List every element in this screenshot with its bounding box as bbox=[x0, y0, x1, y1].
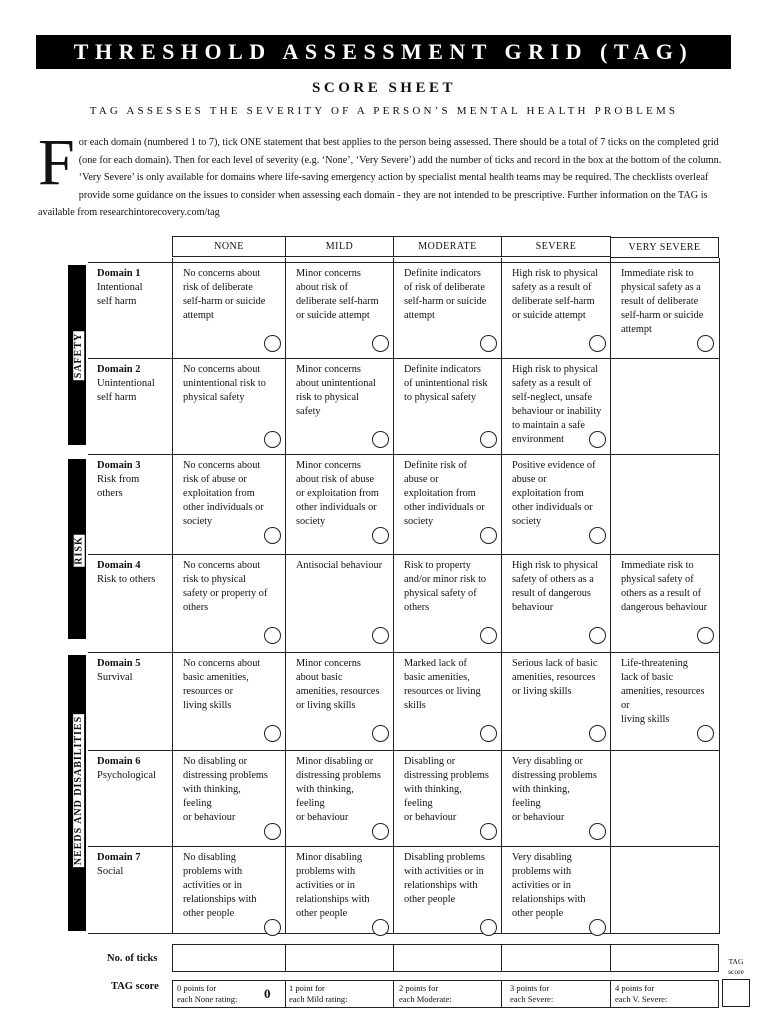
statement-very-severe: Immediate risk to physical safety of others as a result of dangerous behaviour bbox=[621, 560, 708, 613]
domain-name: Intentional self harm bbox=[97, 282, 143, 307]
column-header-moderate: MODERATE bbox=[393, 236, 502, 257]
tick-circle-very-severe[interactable] bbox=[697, 335, 714, 352]
statement-moderate: Risk to property and/or minor risk to physical safety of others bbox=[404, 560, 487, 613]
tick-circle-none[interactable] bbox=[264, 823, 281, 840]
statement-mild: Minor concerns about risk of deliberate self-harm or suicide attempt bbox=[296, 268, 379, 321]
statement-severe: High risk to physical safety of others as a result of dangerous behaviour bbox=[512, 560, 599, 613]
domain-name: Social bbox=[97, 866, 124, 877]
statement-moderate: Disabling or distressing problems with thinking, feeling or behaviour bbox=[404, 756, 489, 823]
domain-name: Survival bbox=[97, 672, 133, 683]
tick-circle-none[interactable] bbox=[264, 725, 281, 742]
tick-circle-severe[interactable] bbox=[589, 431, 606, 448]
domain-label bbox=[97, 459, 140, 501]
ticks-box-very-severe[interactable] bbox=[610, 944, 719, 972]
statement-none: No concerns about risk to physical safety or property of others bbox=[183, 560, 268, 613]
tick-circle-none[interactable] bbox=[264, 627, 281, 644]
score-box-none[interactable] bbox=[172, 980, 286, 1008]
instructions-text: or each domain (numbered 1 to 7), tick ONE statement that best applies to the person being assessed. There should be a total of 7 ticks on the completed grid (one for each domain). Then for each level of severity (e.g. ‘None’, ‘Very Severe’) add the number of ticks and record in the box at the bottom of the column. ‘Very Severe’ is only available for domains where life-saving emergency action by specialist mental health teams may be required. The checklists overleaf provide some guidance on the issues to consider when assessing each domain - they are not intended to be prescriptive. Further information on the TAG is available from researchintorecovery.com/tag bbox=[38, 137, 722, 219]
instructions-paragraph bbox=[38, 126, 730, 222]
score-box-moderate[interactable] bbox=[393, 980, 502, 1008]
statement-mild: Minor disabling or distressing problems with thinking, feeling or behaviour bbox=[296, 756, 381, 823]
tick-circle-mild[interactable] bbox=[372, 431, 389, 448]
tick-circle-very-severe[interactable] bbox=[697, 627, 714, 644]
ticks-box-moderate[interactable] bbox=[393, 944, 502, 972]
score-box-mild[interactable] bbox=[285, 980, 394, 1008]
tick-circle-moderate[interactable] bbox=[480, 823, 497, 840]
statement-mild: Antisocial behaviour bbox=[296, 560, 383, 571]
page-tagline: TAG ASSESSES THE SEVERITY OF A PERSON’S MENTAL HEALTH PROBLEMS bbox=[89, 105, 679, 117]
tick-circle-none[interactable] bbox=[264, 335, 281, 352]
domain-number: Domain 6 bbox=[97, 756, 141, 767]
statement-none: No concerns about unintentional risk to physical safety bbox=[183, 364, 266, 403]
tag-score-label: TAG score bbox=[728, 957, 744, 976]
domain-number: Domain 1 bbox=[97, 268, 141, 279]
score-row-label: TAG score bbox=[111, 981, 159, 992]
statement-none: No disabling problems with activities or in relationships with other people bbox=[183, 852, 257, 919]
section-label-safety: SAFETY bbox=[73, 332, 85, 378]
statement-moderate: Definite indicators of risk of deliberate self-harm or suicide attempt bbox=[404, 268, 487, 321]
domain-label bbox=[97, 559, 155, 587]
statement-mild: Minor concerns about risk of abuse or exploitation from other individuals or society bbox=[296, 460, 379, 527]
statement-severe: High risk to physical safety as a result of deliberate self-harm or suicide attempt bbox=[512, 268, 599, 321]
tick-circle-severe[interactable] bbox=[589, 527, 606, 544]
tick-circle-none[interactable] bbox=[264, 527, 281, 544]
domain-name: Risk from others bbox=[97, 474, 140, 499]
column-header-mild: MILD bbox=[285, 236, 394, 257]
points-note-moderate: 2 points for each Moderate: bbox=[399, 983, 452, 1004]
statement-mild: Minor concerns about basic amenities, resources or living skills bbox=[296, 658, 380, 711]
domain-number: Domain 2 bbox=[97, 364, 141, 375]
tick-circle-none[interactable] bbox=[264, 919, 281, 936]
tick-circle-mild[interactable] bbox=[372, 823, 389, 840]
score-box-very-severe[interactable] bbox=[610, 980, 719, 1008]
tick-circle-mild[interactable] bbox=[372, 725, 389, 742]
tick-circle-mild[interactable] bbox=[372, 627, 389, 644]
tick-circle-severe[interactable] bbox=[589, 335, 606, 352]
domain-number: Domain 7 bbox=[97, 852, 141, 863]
ticks-box-mild[interactable] bbox=[285, 944, 394, 972]
tick-circle-mild[interactable] bbox=[372, 335, 389, 352]
statement-moderate: Definite indicators of unintentional risk to physical safety bbox=[404, 364, 488, 403]
section-label-needs: NEEDS AND DISABILITIES bbox=[73, 715, 85, 865]
ticks-row-label: No. of ticks bbox=[107, 953, 158, 964]
domain-name: Unintentional self harm bbox=[97, 378, 155, 403]
statement-none: No concerns about risk of deliberate self-harm or suicide attempt bbox=[183, 268, 266, 321]
domain-label bbox=[97, 363, 155, 405]
statement-none: No concerns about risk of abuse or exploitation from other individuals or society bbox=[183, 460, 264, 527]
points-note-very-severe: 4 points for each V. Severe: bbox=[615, 983, 668, 1004]
ticks-box-severe[interactable] bbox=[501, 944, 611, 972]
statement-very-severe: Immediate risk to physical safety as a result of deliberate self-harm or suicide attempt bbox=[621, 268, 704, 335]
tick-circle-moderate[interactable] bbox=[480, 725, 497, 742]
tick-circle-moderate[interactable] bbox=[480, 627, 497, 644]
domain-name: Risk to others bbox=[97, 574, 156, 585]
tag-score-box[interactable] bbox=[722, 979, 750, 1007]
statement-moderate: Marked lack of basic amenities, resources or living skills bbox=[404, 658, 481, 711]
none-score-value: 0 bbox=[264, 986, 271, 1001]
tick-circle-moderate[interactable] bbox=[480, 919, 497, 936]
page-title: THRESHOLD ASSESSMENT GRID (TAG) bbox=[36, 35, 731, 69]
column-header-very-severe: VERY SEVERE bbox=[610, 237, 719, 258]
domain-number: Domain 4 bbox=[97, 560, 141, 571]
statement-moderate: Definite risk of abuse or exploitation from other individuals or society bbox=[404, 460, 485, 527]
tick-circle-mild[interactable] bbox=[372, 919, 389, 936]
tick-circle-very-severe[interactable] bbox=[697, 725, 714, 742]
domain-label bbox=[97, 851, 140, 879]
statement-mild: Minor disabling problems with activities or in relationships with other people bbox=[296, 852, 370, 919]
tick-circle-none[interactable] bbox=[264, 431, 281, 448]
grid-vertical-line bbox=[719, 258, 720, 934]
statement-very-severe: Life-threatening lack of basic amenities, resources or living skills bbox=[621, 658, 705, 725]
points-note-none: 0 points for each None rating: bbox=[177, 983, 238, 1004]
tick-circle-severe[interactable] bbox=[589, 823, 606, 840]
domain-number: Domain 3 bbox=[97, 460, 141, 471]
column-header-none: NONE bbox=[172, 236, 286, 257]
drop-cap: F bbox=[38, 126, 75, 199]
statement-severe: Positive evidence of abuse or exploitation from other individuals or society bbox=[512, 460, 596, 527]
statement-mild: Minor concerns about unintentional risk to physical safety bbox=[296, 364, 376, 417]
statement-severe: Very disabling problems with activities or in relationships with other people bbox=[512, 852, 586, 919]
domain-name: Psychological bbox=[97, 770, 156, 781]
tick-circle-moderate[interactable] bbox=[480, 431, 497, 448]
tick-circle-moderate[interactable] bbox=[480, 527, 497, 544]
statement-severe: High risk to physical safety as a result of self-neglect, unsafe behaviour or inability to maintain a safe environment bbox=[512, 364, 602, 445]
statement-none: No disabling or distressing problems with thinking, feeling or behaviour bbox=[183, 756, 268, 823]
tick-circle-severe[interactable] bbox=[589, 919, 606, 936]
score-box-severe[interactable] bbox=[501, 980, 611, 1008]
statement-severe: Serious lack of basic amenities, resources or living skills bbox=[512, 658, 598, 697]
tick-circle-severe[interactable] bbox=[589, 725, 606, 742]
ticks-box-none[interactable] bbox=[172, 944, 286, 972]
points-note-mild: 1 point for each Mild rating: bbox=[289, 983, 348, 1004]
section-label-risk: RISK bbox=[73, 535, 85, 565]
domain-label bbox=[97, 267, 143, 309]
statement-moderate: Disabling problems with activities or in relationships with other people bbox=[404, 852, 485, 905]
statement-severe: Very disabling or distressing problems with thinking, feeling or behaviour bbox=[512, 756, 597, 823]
tick-circle-mild[interactable] bbox=[372, 527, 389, 544]
domain-label bbox=[97, 755, 156, 783]
tick-circle-moderate[interactable] bbox=[480, 335, 497, 352]
domain-label bbox=[97, 657, 140, 685]
points-note-severe: 3 points for each Severe: bbox=[510, 983, 554, 1004]
column-header-severe: SEVERE bbox=[501, 236, 611, 257]
page-subtitle: SCORE SHEET bbox=[312, 80, 456, 96]
tick-circle-severe[interactable] bbox=[589, 627, 606, 644]
statement-none: No concerns about basic amenities, resources or living skills bbox=[183, 658, 261, 711]
domain-number: Domain 5 bbox=[97, 658, 141, 669]
